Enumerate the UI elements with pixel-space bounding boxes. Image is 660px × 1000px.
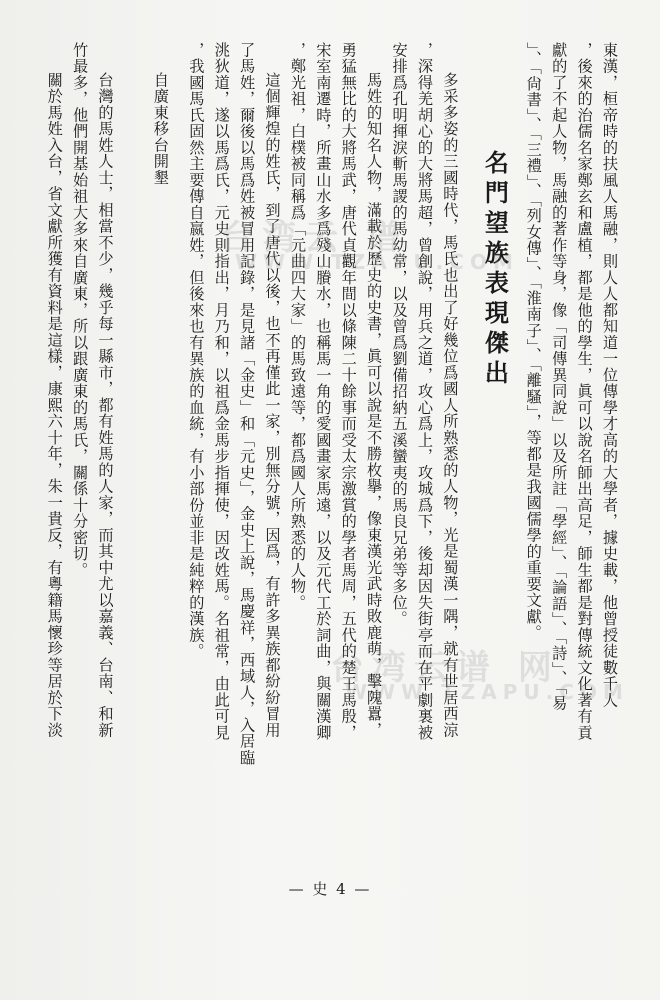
text-column-10: 宋室南遷時，所畫山水多爲殘山賸水，也稱馬一角的愛國畫家馬遠，以及元代工於詞曲，與關漢卿 [314, 42, 333, 741]
page-number-footer: — 史 4 — [288, 880, 372, 898]
watermark-url: WWW.TZAPU.COM [345, 680, 629, 704]
text-column-12: 這個輝煌的姓氏，到了唐代以後，也不再僅此一家，別無分號，因爲，有許多異族都紛紛冒用 [263, 72, 282, 739]
text-column-18: 關於馬姓入台，省文獻所獲有資料是這樣，康熙六十年，朱一貴反，有粵籍馬懷珍等居於下淡 [45, 72, 64, 739]
subsection-heading: 自廣東移台開墾 [151, 72, 170, 186]
watermark-text: 台湾云谱 网 [330, 648, 560, 688]
text-column-15: ，我國馬氏固然主要傳自嬴姓，但後來也有異族的血統，有小部份並非是純粹的漢族。 [187, 42, 206, 660]
text-column-11: ，鄭光祖，白樸被同稱爲「元曲四大家」的馬致遠等，都爲國人所熟悉的人物。 [288, 42, 307, 611]
text-column-14: 洮狄道，遂以馬爲氏，元史則指出，月乃和，以祖爲金馬步指揮使，因改姓馬。名祖常，由此可見 [212, 42, 231, 741]
vertical-text-body [41, 42, 622, 912]
text-column-17: 竹最多，他們開基始祖大多來自廣東，所以跟廣東的馬氏，關係十分密切。 [71, 42, 90, 579]
text-column-1: 東漢，桓帝時的扶風人馬融，則人人都知道一位傳學才高的大學者，據史載，他曾授徒數千人 [601, 42, 619, 709]
text-column-8: 馬姓的知名人物，滿載於歷史的史書，眞可以說是不勝枚擧，像東漢光武時敗鹿萌，擊隗囂， [365, 72, 384, 739]
watermark-text: 台湾云 谱 [220, 218, 408, 258]
watermark-url: WWW.TZAPU.COM [235, 250, 519, 274]
section-heading: 名門望族表現傑出 [480, 150, 510, 390]
text-column-4: 」、「尙書」、「三禮」、「列女傳」、「淮南子」、「離騷」，等都是我國儒學的重要文獻。 [524, 42, 543, 641]
text-column-16: 台灣的馬姓人士，相當不少，幾乎每一縣市，都有姓馬的人家，而其中尤以嘉義、台南、和新 [96, 72, 115, 739]
text-column-6: ，深得羌胡心的大將馬超，曾創說，用兵之道，攻心爲上，攻城爲下，後却因失街亭而在平劇裏被 [415, 42, 434, 741]
text-column-2: ，後來的治儒名家鄭玄和盧植，都是他的學生，眞可以說名師出高足，師生都是對傳統文化著有貢 [575, 42, 594, 741]
text-column-9: 勇猛無比的大將馬武，唐代貞觀年間以條陳二十餘事而受太宗激賞的學者馬周，五代的楚王馬殷， [339, 42, 358, 741]
text-column-3: 獻的了不起人物，馬融的著作等身，像「司傳異同說」以及所註「學經」、「論語」、「詩」、「易 [550, 42, 569, 712]
text-column-5: 多采多姿的三國時代，馬氏也出了好幾位爲國人所熟悉的人物，光是蜀漢一隅，就有世居西涼 [441, 72, 460, 739]
text-column-13: 了馬姓，爾後以馬爲姓被冒用記錄，是見諸「金史」和「元史」，金史上說，馬慶祥，西域人，入居臨 [238, 42, 257, 766]
text-column-7: 安排爲孔明揮淚斬馬謖的馬幼常，以及曾爲劉備招納五溪蠻夷的馬良兄弟等多位。 [390, 42, 409, 627]
